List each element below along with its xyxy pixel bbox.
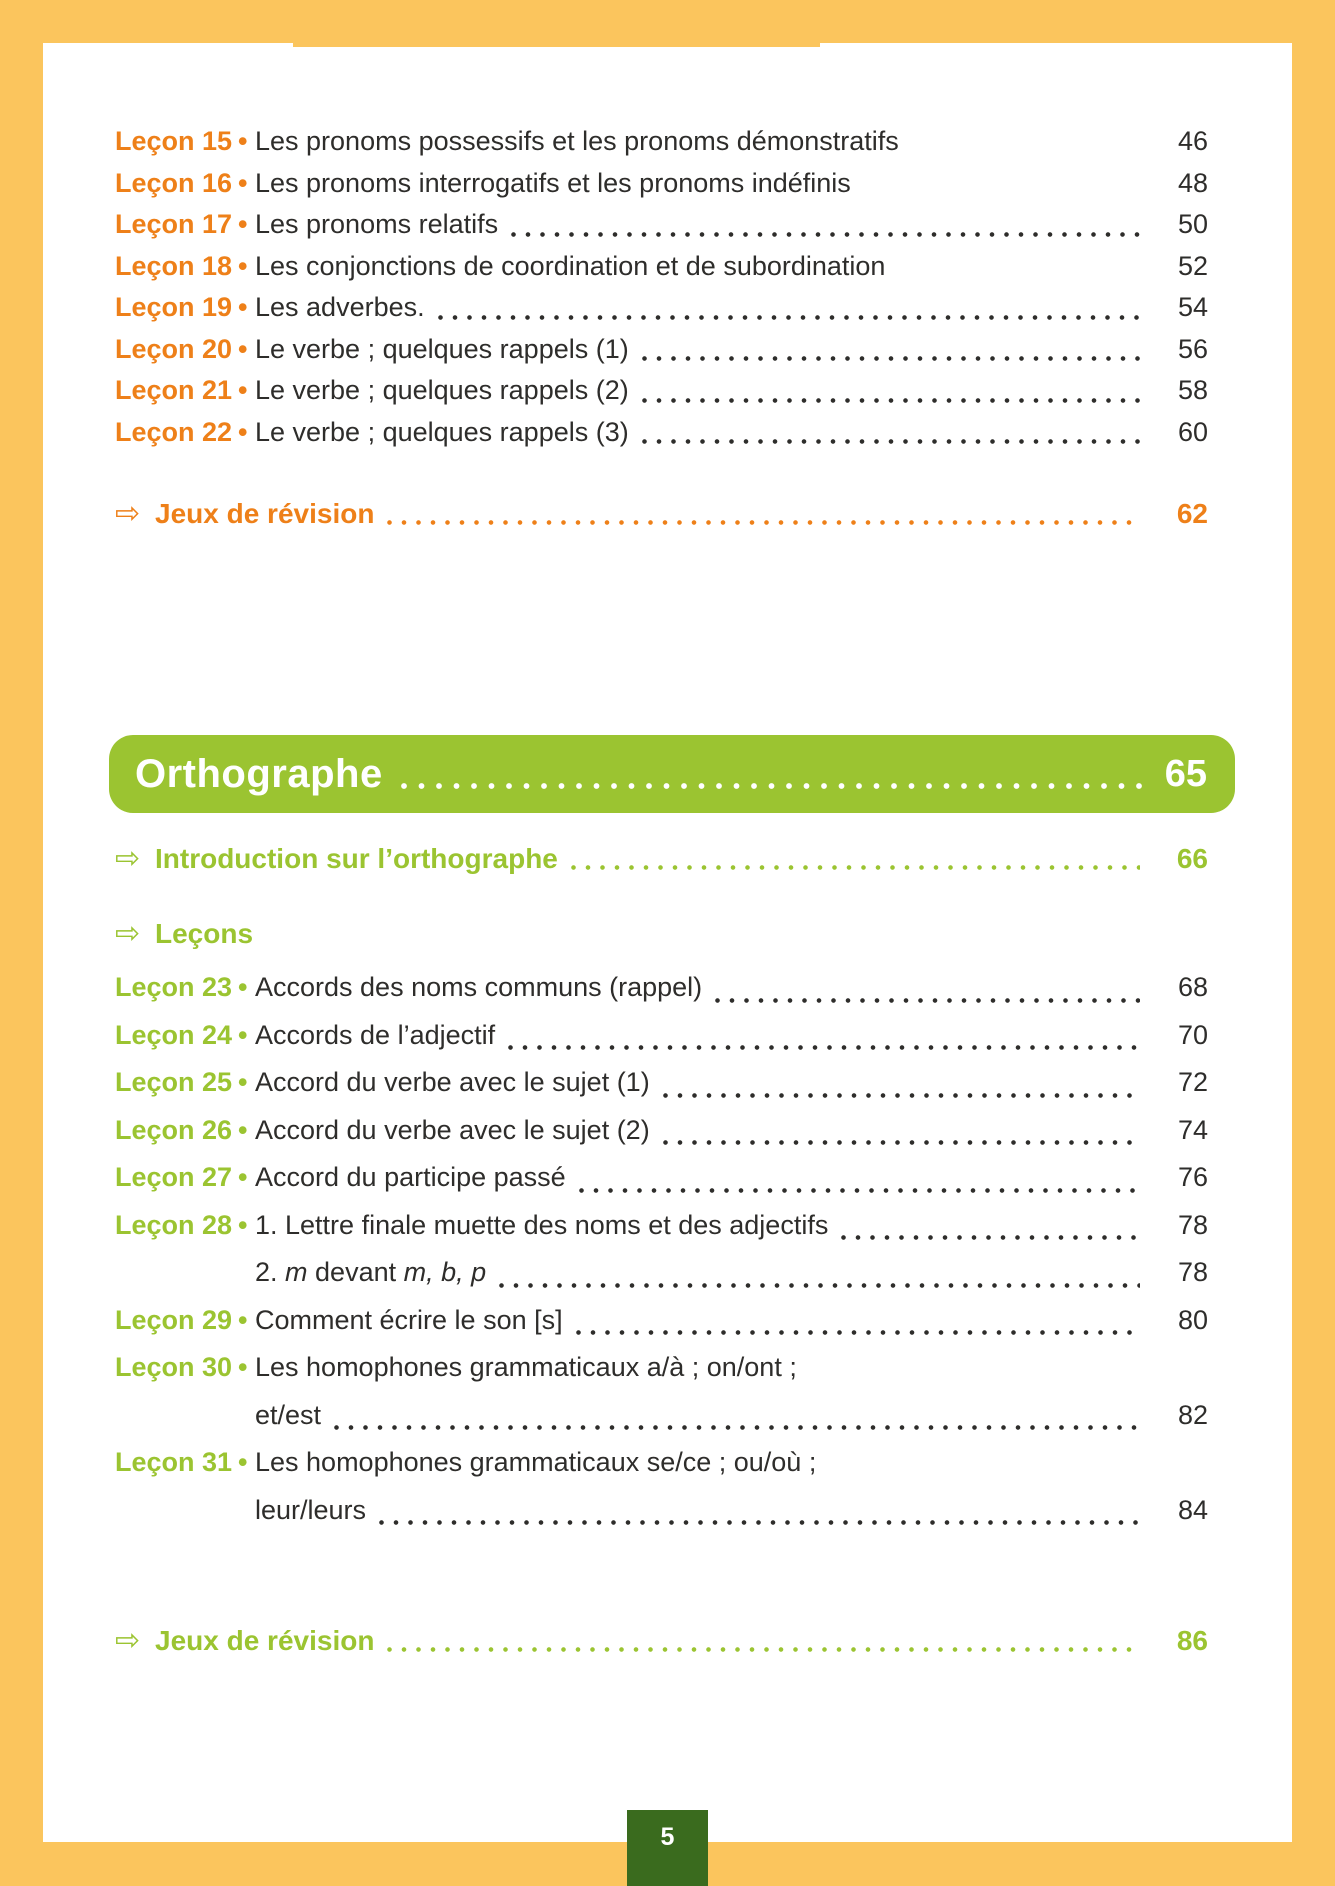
toc-line <box>255 1154 1208 1202</box>
toc-line <box>255 1487 1208 1535</box>
jeux-de-revision-orthographe-row <box>115 1620 1208 1662</box>
lesson-title: 1. Lettre finale muette des noms et des adjectifs <box>255 1209 829 1240</box>
dot-leader <box>387 1647 1140 1652</box>
bullet-icon: • <box>238 1304 248 1335</box>
lesson-label: Leçon 17 • <box>115 209 248 239</box>
toc-row <box>115 1059 1208 1107</box>
title-segment: devant <box>307 1257 404 1287</box>
bullet-icon: • <box>238 1352 248 1382</box>
dot-leader <box>841 1235 1140 1240</box>
toc-line <box>255 1249 1208 1297</box>
bullet-icon: • <box>238 1162 248 1192</box>
arrow-icon: ⇨ <box>115 842 141 875</box>
page-number: 48 <box>1177 167 1208 198</box>
toc-row <box>115 287 1208 329</box>
toc-line <box>255 1297 1208 1345</box>
lesson-title: Le verbe ; quelques rappels (2) <box>255 375 629 405</box>
table-of-contents <box>115 43 1208 1662</box>
page-number: 60 <box>1177 416 1208 447</box>
page-number: 46 <box>1177 126 1208 156</box>
dot-leader <box>499 1283 1140 1288</box>
toc-row <box>115 964 1208 1012</box>
toc-row <box>115 1012 1208 1060</box>
lesson-label: Leçon 15 • <box>115 126 248 156</box>
bullet-icon: • <box>238 292 248 322</box>
lesson-label: Leçon 23 • <box>115 972 248 1002</box>
toc-row <box>115 412 1208 454</box>
bullet-icon: • <box>238 209 248 239</box>
page-number: 84 <box>1177 1494 1208 1525</box>
toc-line <box>255 1107 1208 1155</box>
toc-line <box>255 287 1208 329</box>
page-number: 66 <box>1176 843 1208 874</box>
toc-row <box>115 1439 1208 1534</box>
orthographe-intro-row <box>115 838 1208 880</box>
toc-line <box>255 1202 1208 1250</box>
lesson-label: Leçon 19 • <box>115 292 248 322</box>
toc-line <box>255 412 1208 454</box>
lesson-label: Leçon 31 • <box>115 1447 248 1477</box>
page-number: 72 <box>1177 1067 1208 1097</box>
toc-line <box>255 964 1208 1012</box>
toc-row <box>115 246 1208 288</box>
bullet-icon: • <box>238 972 248 1002</box>
lesson-label: Leçon 20 • <box>115 333 248 364</box>
lesson-title: Les pronoms possessifs et les pronoms démonstratifs <box>255 126 899 156</box>
banner-page-number: 65 <box>1164 752 1207 795</box>
dot-leader <box>387 520 1140 525</box>
toc-row <box>115 1107 1208 1155</box>
bullet-icon: • <box>238 1019 248 1050</box>
toc-row <box>115 329 1208 371</box>
dot-leader <box>642 398 1140 403</box>
lesson-label: Leçon 16 • <box>115 167 248 198</box>
page-number: 76 <box>1177 1162 1208 1192</box>
arrow-icon: ⇨ <box>115 1624 141 1657</box>
page-number: 62 <box>1176 498 1208 529</box>
page-number <box>1156 1439 1208 1487</box>
toc-row <box>115 1202 1208 1297</box>
lesson-title: Le verbe ; quelques rappels (3) <box>255 416 629 447</box>
page-number: 56 <box>1177 333 1208 364</box>
page-number: 74 <box>1177 1114 1208 1145</box>
section-label: Introduction sur l’orthographe <box>155 843 558 874</box>
lesson-title: Les conjonctions de coordination et de subordination <box>255 250 886 281</box>
dot-leader <box>579 1188 1140 1193</box>
bullet-icon: • <box>238 416 248 447</box>
bullet-icon: • <box>238 167 248 198</box>
toc-line <box>255 204 1208 246</box>
lesson-label: Leçon 29 • <box>115 1304 248 1335</box>
title-segment: m <box>285 1257 308 1287</box>
toc-section-row <box>115 1620 1208 1662</box>
toc-row <box>115 1297 1208 1345</box>
toc-row <box>115 1154 1208 1202</box>
dot-leader <box>511 232 1140 237</box>
dot-leader <box>642 439 1140 444</box>
lesson-title: Accords de l’adjectif <box>255 1019 496 1050</box>
bullet-icon: • <box>238 333 248 364</box>
page-number-footer <box>627 1810 708 1886</box>
toc-line <box>255 370 1208 412</box>
dot-leader <box>576 1330 1140 1335</box>
section-label: Jeux de révision <box>155 498 375 529</box>
toc-row <box>115 1344 1208 1439</box>
footer-page-number: 5 <box>660 1823 675 1851</box>
toc-line <box>255 246 1208 288</box>
toc-row <box>115 370 1208 412</box>
dot-leader <box>379 1520 1140 1525</box>
page-number: 54 <box>1177 292 1208 322</box>
toc-row <box>115 163 1208 205</box>
lesson-title: Les pronoms relatifs <box>255 209 499 239</box>
dot-leader <box>438 315 1140 320</box>
arrow-icon: ⇨ <box>115 497 141 530</box>
page-number: 68 <box>1177 972 1208 1002</box>
lesson-label: Leçon 30 • <box>115 1352 248 1382</box>
lesson-label: Leçon 18 • <box>115 250 248 281</box>
lesson-label: Leçon 21 • <box>115 375 248 405</box>
page-number: 82 <box>1177 1399 1208 1430</box>
dot-leader <box>715 998 1140 1003</box>
lesson-title: Accord du participe passé <box>255 1162 566 1192</box>
lesson-title: Accord du verbe avec le sujet (2) <box>255 1114 650 1145</box>
page-number: 50 <box>1177 209 1208 239</box>
lesson-label: Leçon 26 • <box>115 1114 248 1145</box>
page-number: 70 <box>1177 1019 1208 1050</box>
lesson-label: Leçon 22 • <box>115 416 248 447</box>
grammar-lessons-list <box>115 43 1208 453</box>
bullet-icon: • <box>238 375 248 405</box>
page-number: 52 <box>1177 250 1208 281</box>
lesson-title: Les pronoms interrogatifs et les pronoms indéfinis <box>255 167 851 198</box>
toc-section-row <box>115 838 1208 880</box>
title-segment: m, b, p <box>403 1257 487 1287</box>
banner-title: Orthographe <box>135 751 383 796</box>
toc-line <box>255 1392 1208 1440</box>
lesson-label: Leçon 24 • <box>115 1019 248 1050</box>
lesson-title: et/est <box>255 1399 322 1430</box>
page-number: 78 <box>1177 1257 1208 1287</box>
lesson-title: Accords des noms communs (rappel) <box>255 972 703 1002</box>
section-label: Leçons <box>155 918 254 949</box>
dot-leader <box>663 1093 1140 1098</box>
toc-line <box>255 1059 1208 1107</box>
lecons-heading-row <box>115 913 1208 955</box>
jeux-de-revision-grammar-row <box>115 493 1208 535</box>
lesson-title: Comment écrire le son [s] <box>255 1304 563 1335</box>
toc-line <box>255 1012 1208 1060</box>
section-label: Jeux de révision <box>155 1625 375 1656</box>
arrow-icon: ⇨ <box>115 917 141 950</box>
bullet-icon: • <box>238 1447 248 1477</box>
page-number: 86 <box>1176 1625 1208 1656</box>
page-number: 78 <box>1177 1209 1208 1240</box>
toc-row <box>115 121 1208 163</box>
dot-leader <box>571 865 1140 870</box>
lesson-title: Les homophones grammaticaux se/ce ; ou/où ; <box>255 1447 817 1477</box>
toc-section-row <box>115 913 1208 955</box>
lesson-title: Le verbe ; quelques rappels (1) <box>255 333 629 364</box>
dot-leader <box>508 1045 1140 1050</box>
lesson-title: leur/leurs <box>255 1494 367 1525</box>
toc-line <box>255 121 1208 163</box>
page-number: 58 <box>1177 375 1208 405</box>
toc-line <box>255 163 1208 205</box>
toc-row <box>115 204 1208 246</box>
bullet-icon: • <box>238 1114 248 1145</box>
bullet-icon: • <box>238 250 248 281</box>
bullet-icon: • <box>238 1209 248 1240</box>
toc-line <box>255 1439 1208 1487</box>
toc-line <box>255 329 1208 371</box>
lesson-label: Leçon 25 • <box>115 1067 248 1097</box>
lesson-label: Leçon 27 • <box>115 1162 248 1192</box>
lesson-title: Les adverbes. <box>255 292 425 322</box>
page-number: 80 <box>1177 1304 1208 1335</box>
orthographe-lessons-list <box>115 964 1208 1534</box>
dot-leader <box>642 356 1140 361</box>
dot-leader <box>663 1140 1140 1145</box>
lesson-title: Les homophones grammaticaux a/à ; on/ont ; <box>255 1352 797 1382</box>
dot-leader <box>401 783 1143 789</box>
toc-section-row <box>115 493 1208 535</box>
toc-line <box>255 1344 1208 1392</box>
orthographe-banner <box>109 735 1235 813</box>
page-number <box>1156 1344 1208 1392</box>
lesson-title: Accord du verbe avec le sujet (1) <box>255 1067 650 1097</box>
dot-leader <box>334 1425 1140 1430</box>
lesson-label: Leçon 28 • <box>115 1209 248 1240</box>
lesson-title <box>255 1249 486 1297</box>
bullet-icon: • <box>238 126 248 156</box>
bullet-icon: • <box>238 1067 248 1097</box>
title-segment: 2. <box>255 1257 286 1287</box>
